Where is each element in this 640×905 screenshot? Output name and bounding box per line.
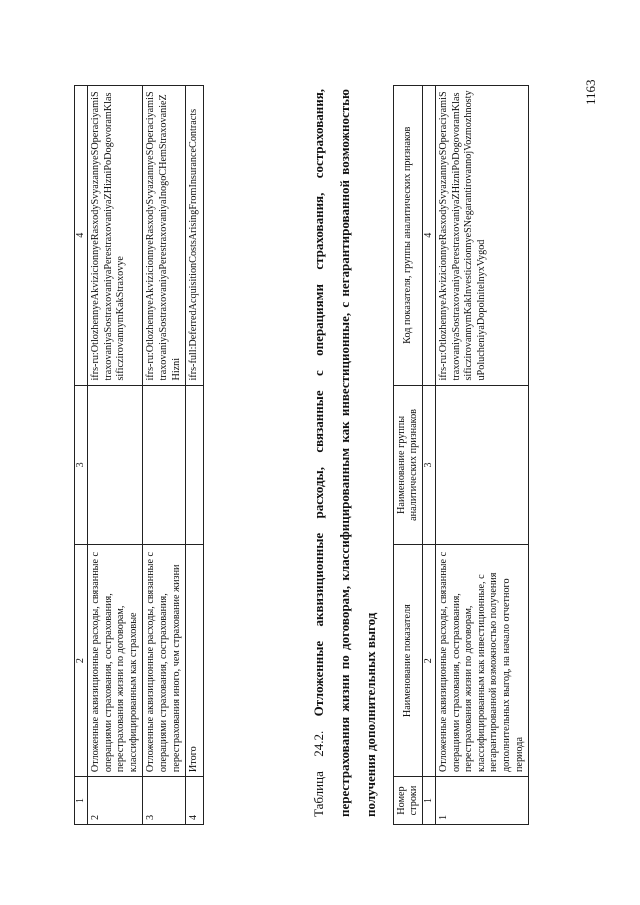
header-row	[394, 86, 423, 825]
row-code: ifrs-full:DeferredAcquisitionCostsArisingFromInsuranceContracts	[186, 86, 204, 386]
row-code: ifrs-ru:OtlozhennyeAkvizicionnyeRasxodySvyazannyeSOperaciyamiStraxovaniyaSostraxovaniyaPerestraxovaniyaZHizniPoDogovoramKlassificzirovannymKakStraxovye	[88, 86, 143, 386]
column-number: 2	[75, 545, 88, 777]
header-group: Наименование группы аналитических признаков	[394, 385, 423, 545]
column-number: 1	[75, 777, 88, 825]
column-number: 3	[75, 385, 88, 545]
table-caption	[306, 89, 384, 817]
row-name: Отложенные аквизиционные расходы, связанные с операциями страхования, сострахования, перестрахования жизни по договорам, классифицированным как страховые	[88, 545, 143, 777]
page-number: 1163	[583, 79, 598, 105]
column-number: 2	[423, 545, 436, 777]
table-row	[436, 86, 529, 825]
caption-title: Отложенные аквизиционные расходы, связанные с операциями страхования, сострахования, перестрахования жизни по договорам, классифицированным как инвестиционные, с негарантированной возможностью получения дополнительных выгод	[311, 89, 378, 817]
column-number-row	[423, 86, 436, 825]
row-number: 4	[186, 777, 204, 825]
row-group	[186, 385, 204, 545]
column-number: 4	[423, 86, 436, 386]
caption-prefix: Таблица 24.2.	[311, 730, 326, 817]
column-number: 4	[75, 86, 88, 386]
row-number: 1	[436, 777, 529, 825]
table-row	[143, 86, 186, 825]
row-name: Отложенные аквизиционные расходы, связанные с операциями страхования, сострахования, перестрахования иного, чем страхование жизни	[143, 545, 186, 777]
table-row	[88, 86, 143, 825]
row-number: 2	[88, 777, 143, 825]
header-row-number: Номер строки	[394, 777, 423, 825]
column-number: 1	[423, 777, 436, 825]
row-group	[436, 385, 529, 545]
column-number: 3	[423, 385, 436, 545]
row-group	[143, 385, 186, 545]
row-name: Итого	[186, 545, 204, 777]
row-name: Отложенные аквизиционные расходы, связанные с операциями страхования, сострахования, перестрахования жизни по договорам, классифицированным как инвестиционные, с негарантированной возможностью получения дополнительных выгод, на начало отчетного периода	[436, 545, 529, 777]
header-code: Код показателя, группы аналитических признаков	[394, 86, 423, 386]
table-top	[74, 85, 204, 825]
row-number: 3	[143, 777, 186, 825]
row-group	[88, 385, 143, 545]
column-number-row	[75, 86, 88, 825]
table-row	[186, 86, 204, 825]
row-code: ifrs-ru:OtlozhennyeAkvizicionnyeRasxodySvyazannyeSOperaciyamiStraxovaniyaSostraxovaniyaPerestraxovaniyaZHizniPoDogovoramKlassificzirovannymKakInvesticzionnyeSNegarantirovannojVozmozhnostyuPolucheniyaDopolnitelnyxVygod	[436, 86, 529, 386]
row-code: ifrs-ru:OtlozhennyeAkvizicionnyeRasxodySvyazannyeSOperaciyamiStraxovaniyaSostraxovaniyaPerestraxovaniyaInogoCHemStraxovanieZHizni	[143, 86, 186, 386]
table-bottom	[393, 85, 529, 825]
header-name: Наименование показателя	[394, 545, 423, 777]
